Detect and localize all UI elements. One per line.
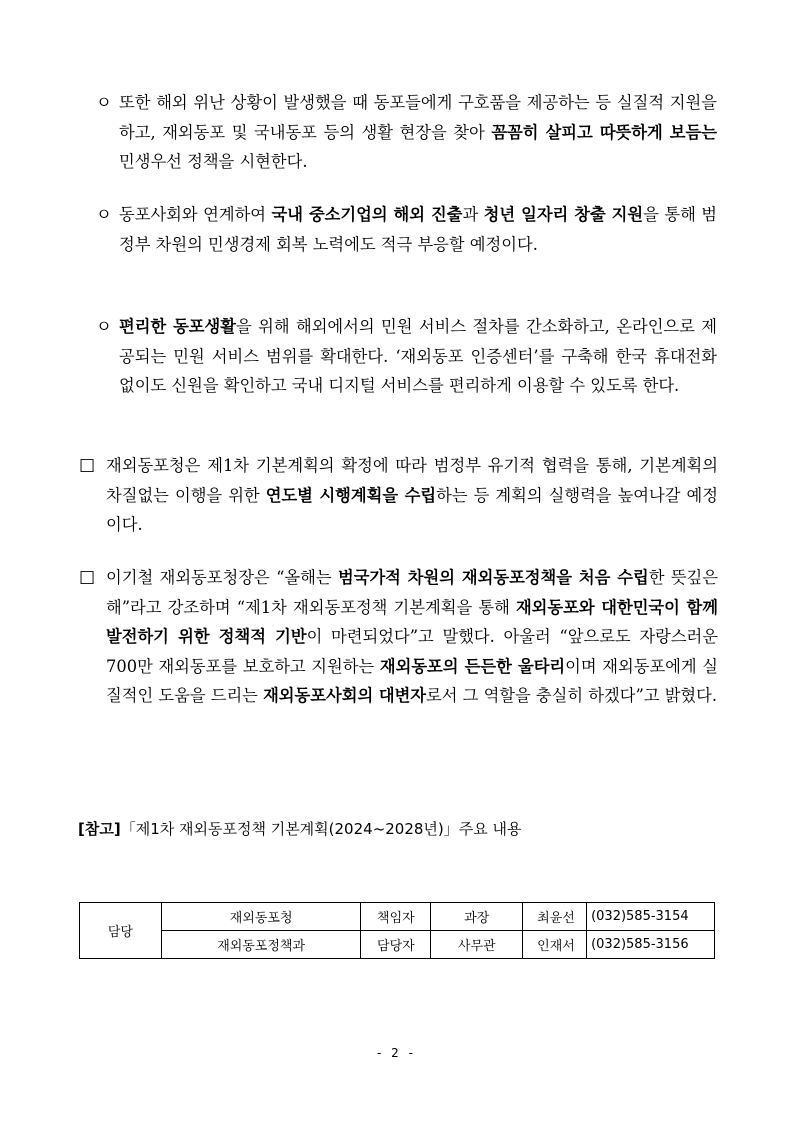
role-cell: 담당자: [361, 931, 431, 959]
text: 을 위해 해외에서의 민원 서비스 절차를 간소화하고, 온라인으로 제공되는 민원 서비스 범위를 확대한다. ‘재외동포 인증센터’를 구축해 한국 휴대전화 없이도 신원을 확인하고 국내 디지털 서비스를 편리하게 이용할 수 있도록 한다.: [119, 317, 718, 395]
text: 로서 그 역할을 충실히 하겠다”고 밝혔다.: [426, 686, 718, 705]
page-number: - 2 -: [377, 1046, 416, 1060]
name-cell: 인재서: [523, 931, 587, 959]
bold-text: 재외동포의 든든한 울타리: [379, 656, 566, 676]
table-row: [80, 931, 715, 959]
name-cell: 최윤선: [523, 903, 587, 931]
paragraph-convenient-life: [96, 312, 718, 401]
text: 동포사회와 연계하여: [119, 205, 272, 224]
contact-header-cell: 담당: [80, 903, 162, 959]
bold-text: 범국가적 차원의 재외동포정책을 처음 수립: [338, 568, 649, 587]
org-cell: 재외동포청: [161, 903, 361, 931]
bullet-circle: ㅇ: [96, 205, 112, 224]
bullet-square: □: [79, 567, 96, 587]
bullet-square: □: [79, 455, 96, 475]
department-cell: 재외동포정책과: [161, 931, 361, 959]
paragraph-implementation-plan: [79, 451, 718, 540]
paragraph-commissioner-quote: [79, 563, 719, 711]
text: 재외동포청은 제1차 기본계획의 확정에 따라 범정부 유기적 협력을 통해, 기본계획의 차질없는 이행을 위한: [106, 456, 718, 505]
table-row: [80, 903, 715, 931]
text: 과: [462, 205, 484, 224]
bold-text: 꼼꼼히 살피고 따뜻하게 보듬는: [491, 122, 717, 142]
text: 이 마련되었다”고 말했다. 아울러 “앞으로도 자랑스러운 700만 재외동포를 보호하고 지원하는: [106, 627, 719, 676]
bold-text: 국내 중소기업의 해외 진출: [271, 205, 463, 224]
text: 이기철 재외동포청장은 “올해는: [106, 568, 338, 587]
bold-text: 재외동포사회의 대변자: [263, 686, 427, 705]
text: 한 뜻깊은 해”라고 강조하며 “제1차 재외동포정책 기본계획을 통해: [106, 568, 719, 617]
title-cell: 사무관: [431, 931, 523, 959]
paragraph-overseas-crisis-support: [96, 88, 717, 177]
bullet-circle: ㅇ: [96, 317, 112, 336]
paragraph-economy-support: [96, 200, 718, 259]
title-cell: 과장: [431, 903, 523, 931]
bold-text: 재외동포와 대한민국이 함께 발전하기 위한 정책적 기반: [106, 597, 718, 646]
text: 을 통해 범정부 차원의 민생경제 회복 노력에도 적극 부응할 예정이다.: [119, 205, 718, 254]
bullet-circle: ㅇ: [96, 93, 112, 112]
text: 하는 등 계획의 실행력을 높여나갈 예정이다.: [106, 485, 718, 534]
text: 이며 재외동포에게 실질적인 도움을 드리는: [106, 656, 719, 705]
reference-text: 「제1차 재외동포정책 기본계획(2024~2028년)」주요 내용: [120, 820, 522, 838]
role-cell: 책임자: [361, 903, 431, 931]
text: 민생우선 정책을 시현한다.: [119, 152, 308, 171]
text: 또한 해외 위난 상황이 발생했을 때 동포들에게 구호품을 제공하는 등 실질적 지원을 하고, 재외동포 및 국내동포 등의 생활 현장을 찾아: [119, 93, 717, 142]
phone-cell: (032)585-3154: [587, 903, 715, 931]
reference-line: [78, 818, 522, 839]
bold-text: 편리한 동포생활: [119, 317, 236, 336]
bold-text: 연도별 시행계획을 수립: [265, 485, 437, 505]
contact-table: [79, 902, 715, 959]
bold-text: 청년 일자리 창출 지원: [483, 205, 644, 224]
reference-label: [참고]: [78, 820, 121, 838]
phone-cell: (032)585-3156: [587, 931, 715, 959]
